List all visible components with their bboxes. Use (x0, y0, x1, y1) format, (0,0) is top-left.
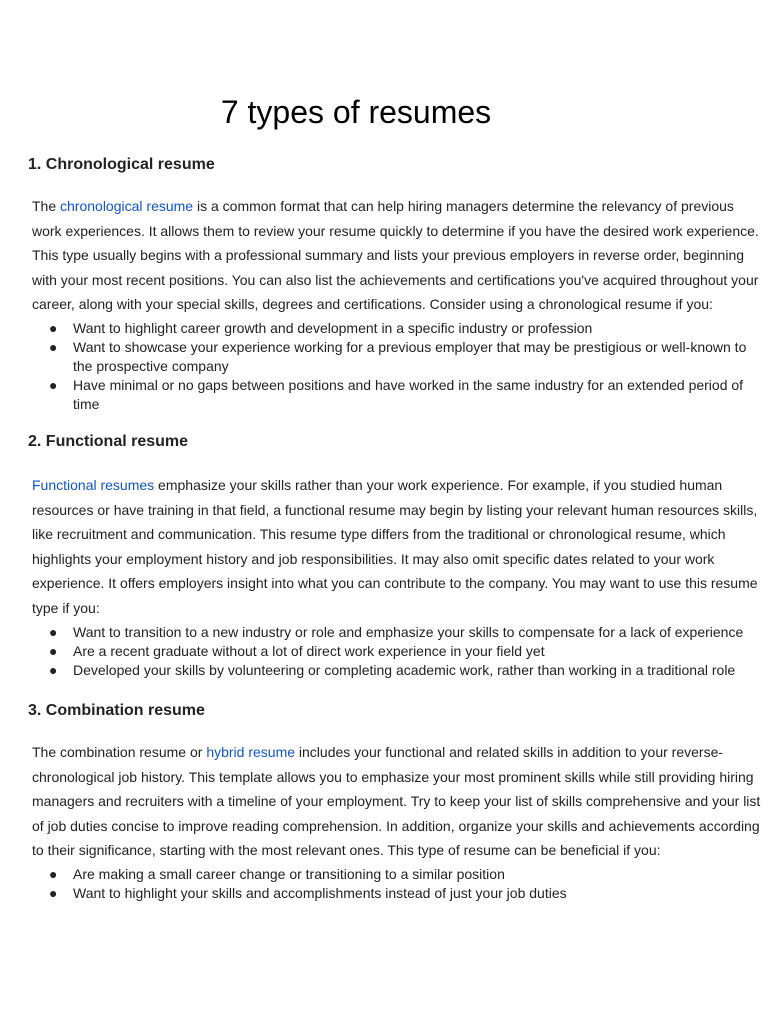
list-item (28, 642, 763, 661)
list-item (28, 376, 763, 414)
bullet-icon: ● (49, 884, 58, 901)
section-functional (28, 432, 763, 680)
bullet-icon: ● (49, 319, 58, 336)
list-item-text: Have minimal or no gaps between positions and have worked in the same industry for an extended period of time (73, 376, 744, 412)
bullet-list (28, 623, 763, 680)
bullet-icon: ● (49, 376, 58, 393)
list-item-text: Want to transition to a new industry or role and emphasize your skills to compensate for a lack of experience (73, 623, 744, 640)
list-item (28, 338, 763, 376)
bullet-icon: ● (49, 865, 58, 882)
list-item (28, 884, 763, 903)
list-item-text: Want to highlight career growth and development in a specific industry or profession (73, 319, 593, 336)
section-combination (28, 701, 763, 903)
list-item-text: Developed your skills by volunteering or completing academic work, rather than working in a traditional role (73, 661, 736, 678)
section-heading: 3. Combination resume (28, 702, 205, 719)
hybrid-resume-link[interactable]: hybrid resume (206, 744, 296, 760)
paragraph-text: is a common format that can help hiring managers determine the relevancy of previous work experiences. It allows them to review your resume quickly to determine if you have the desired work experience. This type usually begins with a professional summary and lists your previous employers in reverse order, beginning with your most recent positions. You can also list the achievements and certifications you've acquired throughout your career, along with your special skills, degrees and certifications. Consider using a chronological resume if you: (32, 198, 759, 313)
list-item-text: Want to showcase your experience working for a previous employer that may be prestigious or well-known to the prospective company (73, 338, 747, 374)
list-item-text: Are making a small career change or transitioning to a similar position (73, 865, 505, 882)
paragraph-text: includes your functional and related skills in addition to your reverse-chronological job history. This template allows you to emphasize your most prominent skills while still providing hiring managers and recruiters with a timeline of your employment. Try to keep your list of skills comprehensive and your list of job duties concise to improve reading comprehension. In addition, organize your skills and achievements according to their significance, starting with the most relevant ones. This type of resume can be beneficial if you: (32, 744, 761, 859)
list-item (28, 319, 763, 338)
section-heading: 1. Chronological resume (28, 156, 215, 173)
section-heading: 2. Functional resume (28, 433, 189, 450)
bullet-list (28, 865, 763, 903)
list-item (28, 623, 763, 642)
functional-resumes-link[interactable]: Functional resumes (32, 477, 155, 493)
chronological-resume-link[interactable]: chronological resume (60, 198, 194, 214)
section-paragraph (28, 473, 763, 621)
list-item (28, 865, 763, 884)
page-title: 7 types of resumes (220, 94, 492, 130)
paragraph-text: The combination resume or (32, 744, 207, 760)
section-paragraph (28, 194, 763, 317)
bullet-list (28, 319, 763, 414)
section-chronological (28, 155, 763, 414)
bullet-icon: ● (49, 642, 58, 659)
list-item-text: Are a recent graduate without a lot of direct work experience in your field yet (73, 642, 545, 659)
paragraph-text: The (32, 198, 61, 214)
paragraph-text: emphasize your skills rather than your work experience. For example, if you studied human resources or have training in that field, a functional resume may begin by listing your relevant human resources skills, like recruitment and communication. This resume type differs from the traditional or chronological resume, which highlights your employment history and job responsibilities. It may also omit specific dates related to your work experience. It offers employers insight into what you can contribute to the company. You may want to use this resume type if you: (32, 477, 758, 616)
list-item-text: Want to highlight your skills and accomplishments instead of just your job duties (73, 884, 567, 901)
bullet-icon: ● (49, 661, 58, 678)
section-paragraph (28, 740, 763, 863)
bullet-icon: ● (49, 623, 58, 640)
list-item (28, 661, 763, 680)
bullet-icon: ● (49, 338, 58, 355)
